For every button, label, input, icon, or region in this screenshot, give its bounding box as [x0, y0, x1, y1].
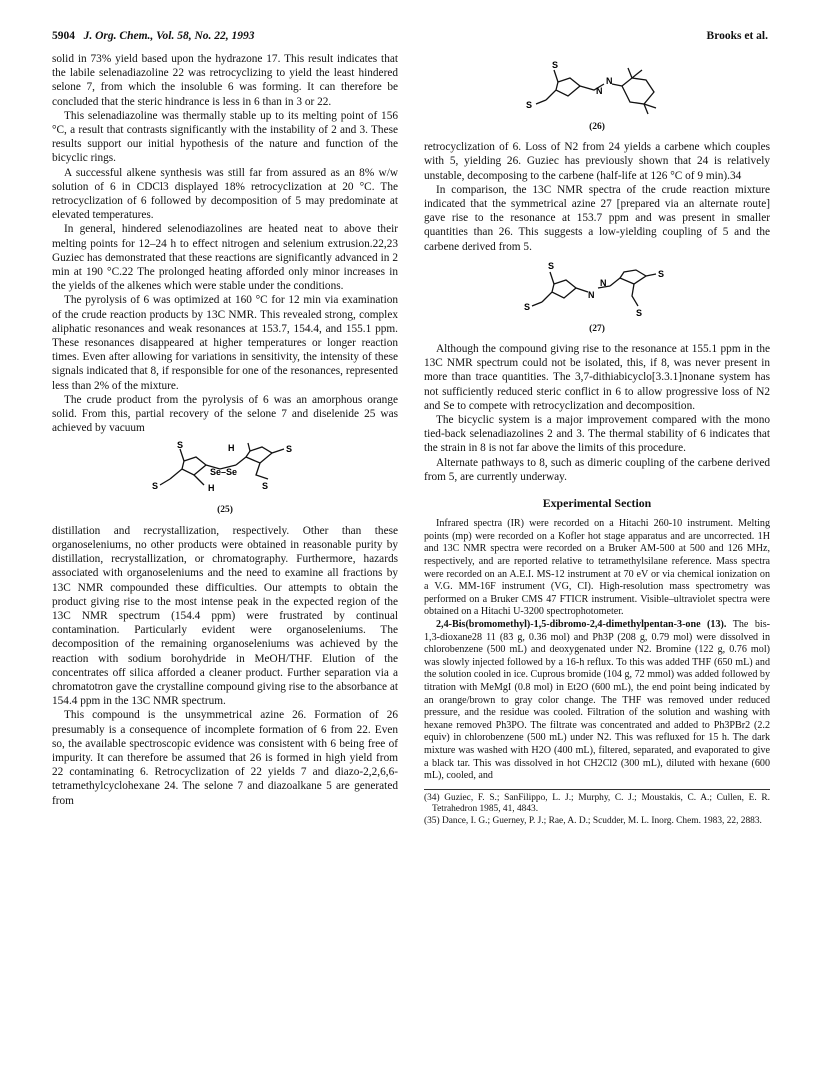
- sulfur-label: S: [548, 260, 555, 271]
- paragraph: This selenadiazoline was thermally stable up to its melting point of 156 °C, a result that contrasts significantly with the instability of 2 and 3. These results support our initial hypothesis of the nature and function of the bicyclic rings.: [52, 109, 398, 165]
- compound-title: 2,4-Bis(bromomethyl)-1,5-dibromo-2,4-dimethylpentan-3-one (13).: [436, 619, 727, 631]
- paragraph: In comparison, the 13C NMR spectra of the crude reaction mixture indicated that the symmetrical azine 27 [prepared via an alternate route] gave rise to the resonance at 153.7 ppm and was present in smaller quantities than 26. This suggests a low-yielding coupling of 5 and the carbene derived from 5.: [424, 183, 770, 253]
- right-column: [424, 52, 770, 828]
- paragraph: Alternate pathways to 8, such as dimeric coupling of the carbene derived from 5, are currently underway.: [424, 456, 770, 483]
- hydrogen-label: H: [228, 443, 235, 454]
- selenium-label: Se–Se: [210, 467, 238, 478]
- experimental-paragraph: Infrared spectra (IR) were recorded on a Hitachi 260-10 instrument. Melting points (mp) were recorded on a Kofler hot stage apparatus and are uncorrected. 1H and 13C NMR spectra were recorded on a Bruker AM-500 at 500 and 126 MHz, respectively, and are reported relative to tetramethylsilane reference. Mass spectra were recorded on an A.E.I. MS-12 instrument at 70 eV or via chemical ionization on a V.G. MM-16F instrument (VG, CI). High-resolution mass spectrometry was performed on a Bruker CMS 47 FTICR instrument. Visible–ultraviolet spectra were obtained on a Hitachi U-3200 spectrophotometer.: [424, 518, 770, 618]
- procedure-text: The bis-1,3-dioxane28 11 (83 g, 0.36 mol) and Ph3P (208 g, 0.79 mol) were dissolved in chlorobenzene (500 mL) and deoxygenated under N2. Bromine (122 g, 0.76 mol) was slowly injected followed by a 16-h reflux. To this was added THF (650 mL) and the solution cooled in ice. Cuprous bromide (104 g, 72 mmol) was added followed by titration with MeMgI (0.8 mol) in Et2O (600 mL), the end point being indicated by an orange/brown to gray color change. The THF was removed under reduced pressure, and the residue was cooled. Filtration of the solution and washing with hexane removed Ph3PO. The filtrate was concentrated and added to Ph3PBr2 (2.2 equiv) in chlorobenzene (500 mL) under N2. This was refluxed for 15 h. The dark mixture was washed with H2O (400 mL), filtered, separated, and evaporated to give a black tar. This was dissolved in hot CH2Cl2 (300 mL), diluted with hexane (600 mL), cooled, and: [424, 619, 770, 782]
- compound-label-25: (25): [217, 505, 233, 516]
- structure-27-diagram: [522, 258, 672, 320]
- running-authors: Brooks et al.: [706, 30, 768, 42]
- nitrogen-label: N: [596, 86, 603, 96]
- paragraph: This compound is the unsymmetrical azine 26. Formation of 26 presumably is a consequence of incomplete formation of 6 from 22. Even so, the available spectroscopic evidence was consistent with 6 being free of impurity. It can therefore be assumed that 26 is formed in high yield from 22 contaminating 6. Retrocyclization of 22 yields 7 and diazo-2,2,6,6-tetramethylcyclohexane 24. The selone 7 and diazoalkane 5 are generated from: [52, 709, 398, 807]
- left-column: [52, 52, 398, 808]
- page-header: [52, 30, 768, 46]
- paragraph: distillation and recrystallization, respectively. Other than these organoseleniums, no other products were obtained in reasonable purity by distillation, recrystallization, or chromatography. Furthermore, hazards associated with organoseleniums and the need to examine all fractions by 13C NMR compounded these difficulties. Our attempts to obtain the product giving rise to the most intense peak in the expected region of the 13C NMR spectrum (154.4 ppm) were frustrated by continual contamination. Particularly evident were organoseleniums. The decomposition of the remaining organoseleniums was achieved by the reaction with sodium borohydride in MeOH/THF. Elution of the concentrates off silica afforded a cleaner product. Further separation via a chromatotron gave the crystalline compound giving rise to the absorbance at 154.4 ppm in the 13C NMR spectrum.: [52, 524, 398, 708]
- sulfur-label: S: [524, 301, 531, 312]
- structure-25-diagram: [150, 439, 300, 501]
- footnote-35: (35) Dance, I. G.; Guerney, P. J.; Rae, A. D.; Scudder, M. L. Inorg. Chem. 1983, 22, 2883.: [424, 815, 762, 826]
- paragraph: In general, hindered selenodiazolines are heated neat to above their melting points for 12–24 h to effect nitrogen and selenium extrusion.22,23 Guziec has demonstrated that these reactions are significantly advanced in 2 min at 190 °C.22 The prolonged heating afforded only minor increases in the yields of the alkenes which were stable under the conditions.: [52, 223, 398, 293]
- compound-label-26: (26): [589, 122, 605, 132]
- sulfur-label: S: [526, 100, 533, 110]
- sulfur-label: S: [152, 481, 159, 492]
- sulfur-label: S: [286, 444, 293, 455]
- paragraph: The bicyclic system is a major improvement compared with the mono tied-back selenadiazolines 2 and 3. The thermal stability of 6 indicates that the strain in 8 is not far above the limits of this procedure.: [424, 414, 770, 455]
- journal-citation: J. Org. Chem., Vol. 58, No. 22, 1993: [83, 30, 255, 42]
- experimental-section: [424, 518, 770, 782]
- sulfur-label: S: [636, 307, 643, 318]
- sulfur-label: S: [552, 60, 559, 70]
- section-heading: Experimental Section: [542, 496, 652, 511]
- compound-label-27: (27): [589, 323, 605, 334]
- nitrogen-label: N: [606, 76, 613, 86]
- paragraph: retrocyclization of 6. Loss of N2 from 24 yields a carbene which couples with 5, yielding 26. Guziec has previously shown that 24 is relatively unstable, decomposing to the carbene (half-life at 126 °C of 9 min).34: [424, 141, 770, 182]
- sulfur-label: S: [262, 481, 269, 492]
- paragraph: Although the compound giving rise to the resonance at 155.1 ppm in the 13C NMR spectrum could not be isolated, this, if 8, was never present in more than trace quantities. The 3,7-dithiabicyclo[3.3.1]nonane system has not sufficiently reduced steric conflict in 6 to allow progressive loss of N2 and Se to compete with retrocyclization and decomposition.: [424, 343, 770, 412]
- paragraph: A successful alkene synthesis was still far from assured as an 8% w/w solution of 6 in CDCl3 displayed 18% retrocyclization at 20 °C. The retrocyclization of 6 followed by decomposition of 5 may predominate at elevated temperatures.: [52, 166, 398, 222]
- nitrogen-label: N: [588, 289, 595, 300]
- paragraph: The pyrolysis of 6 was optimized at 160 °C for 12 min via examination of the crude reaction products by 13C NMR. This revealed strong, complex aliphatic resonances and weak resonances at 153.7, 154.4, and 155.1 ppm. These resonances disappeared at higher temperatures or longer reaction times. Even after allowing for variations in sensitivity, the intensity of these signals indicated that 8, if responsible for one of the resonances, represented less than 2% of the mixture.: [52, 294, 398, 392]
- sulfur-label: S: [658, 268, 665, 279]
- footnote-34: (34) Guziec, F. S.; SanFilippo, L. J.; Murphy, C. J.; Moustakis, C. A.; Cullen, E. R. Tetrahedron 1985, 41, 4843.: [424, 792, 770, 815]
- experimental-paragraph: [424, 619, 770, 783]
- hydrogen-label: H: [208, 483, 215, 494]
- sulfur-label: S: [177, 440, 184, 451]
- footnotes: [424, 789, 770, 828]
- page-number: 5904: [52, 30, 75, 42]
- paragraph: solid in 73% yield based upon the hydrazone 17. This result indicates that the labile selenadiazoline 22 was retrocyclizing to yield the least hindered selone 7, from which the insoluble 6 was forming. It can therefore be concluded that the steric hindrance is less in 6 than in 3 or 22.: [52, 53, 398, 108]
- structure-26-diagram: [522, 56, 672, 118]
- paragraph: The crude product from the pyrolysis of 6 was an amorphous orange solid. From this, partial recovery of the selone 7 and diselenide 25 was achieved by vacuum: [52, 393, 398, 435]
- nitrogen-label: N: [600, 277, 607, 288]
